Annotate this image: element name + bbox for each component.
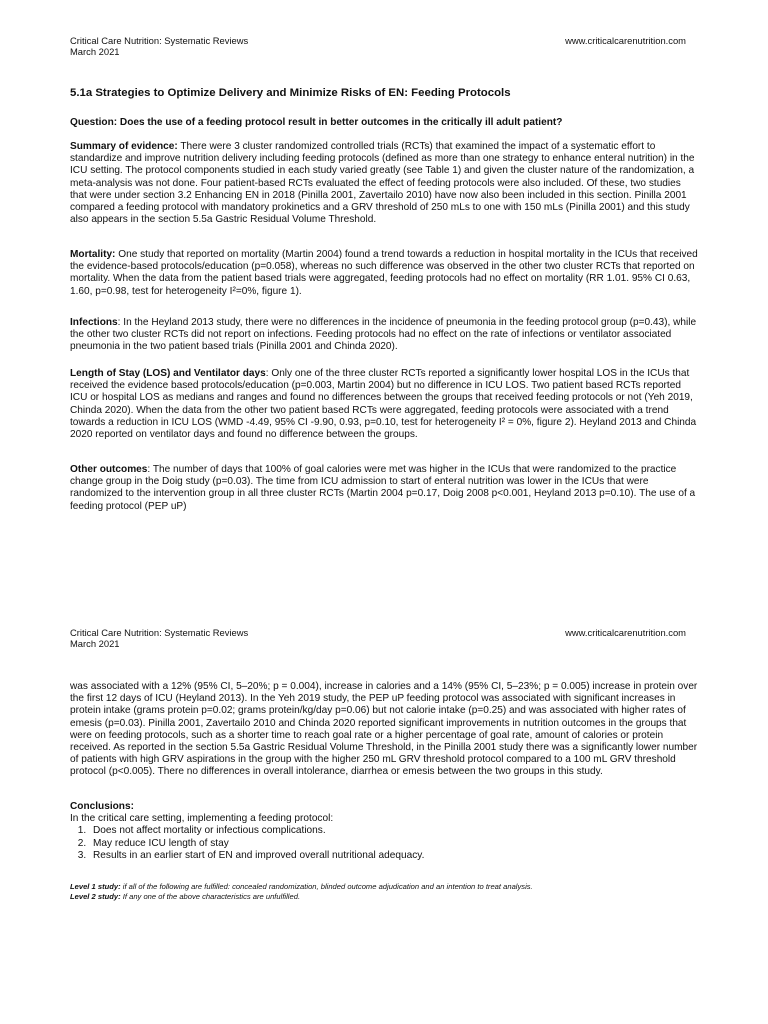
infections-lead: Infections [70, 317, 118, 328]
conclusions-heading: Conclusions: [70, 801, 134, 812]
mortality-lead: Mortality: [70, 249, 116, 260]
los-paragraph [70, 368, 698, 441]
other-outcomes-text: : The number of days that 100% of goal calories were met was higher in the ICUs that were randomized to the practice change group in the Doig study (p=0.03). The time from ICU admission to start of enteral nutrition was lower in the ICUs that were randomized to the intervention group in all three cluster RCTs (Martin 2004 p=0.17, Doig 2008 p<0.001, Heyland 2013 p=0.10). The use of a feeding protocol (PEP uP) [70, 464, 696, 512]
summary-lead: Summary of evidence: [70, 141, 178, 152]
header-left [70, 627, 248, 649]
conclusion-item: 2. May reduce ICU length of stay [89, 838, 698, 850]
header-publication: Critical Care Nutrition: Systematic Reviews [70, 627, 249, 638]
other-outcomes-lead: Other outcomes [70, 464, 148, 475]
header-website: www.criticalcarenutrition.com [565, 627, 686, 638]
infections-paragraph [70, 317, 698, 354]
level2-definition [70, 892, 698, 902]
infections-text: : In the Heyland 2013 study, there were no differences in the incidence of pneumonia in the feeding protocol group (p=0.43), while the other two cluster RCTs did not report on infections. Feeding protocols had no effect on the rate of infections or ventilator associated pneumonia in the two patient based trials (Pinilla 2001 and Chinda 2020). [70, 317, 697, 353]
header-date: March 2021 [70, 46, 120, 57]
mortality-paragraph [70, 249, 698, 298]
summary-paragraph [70, 141, 698, 226]
level1-label: Level 1 study: [70, 882, 121, 891]
level1-definition [70, 882, 698, 892]
header-publication: Critical Care Nutrition: Systematic Reviews [70, 35, 249, 46]
conclusions-list [70, 825, 698, 862]
conclusions-section [70, 801, 698, 862]
los-text: : Only one of the three cluster RCTs reported a significantly lower hospital LOS in the ICUs that received the evidence based protocols/education (p=0.003, Martin 2004) but no difference in ICU LOS. Two patient based RCTs reported ICU or hospital LOS as medians and ranges and found no differences between the groups that received feeding protocols or not (Yeh 2019, Chinda 2020). When the data from the other two patient based RCTs were aggregated, feeding protocols were associated with a trend towards a reduction in ICU LOS (WMD -4.49, 95% CI -9.90, 0.93, p=0.10, test for heterogeneity I² = 0%, figure 2). Heyland 2013 and Chinda 2020 reported on ventilator days and found no difference between the groups. [70, 368, 697, 441]
conclusion-item: 1. Does not affect mortality or infectious complications. [89, 825, 698, 837]
summary-text: There were 3 cluster randomized controlled trials (RCTs) that examined the impact of a systematic effort to standardize and improve nutrition delivery including feeding protocols (defined as more than one strategy to enhance enteral nutrition) in the ICU setting. The protocol components studied in each study varied greatly (see Table 1) and given the cluster nature of the randomization, a meta-analysis was not done. Four patient-based RCTs evaluated the effect of feeding protocols were also included. Of these, two studies that were under section 3.2 Enhancing EN in 2018 (Pinilla 2001, Zavertailo 2010) have now also been included in this section. Pinilla 2001 compared a feeding protocol with mandatory prokinetics and a GRV threshold of 250 mLs to one with 150 mLs (Pinilla 2001) and this study also appears in the section 5.5a Gastric Residual Volume Threshold. [70, 141, 695, 226]
mortality-text: One study that reported on mortality (Martin 2004) found a trend towards a reduction in hospital mortality in the ICUs that received the evidence-based protocols/education (p=0.058), whereas no such difference was observed in the other two cluster RCTs that reported on mortality. When the data from the patient based trials were aggregated, feeding protocols had no effect on mortality (RR 1.01. 95% CI 0.63, 1.60, p=0.98, test for heterogeneity I²=0%, figure 1). [70, 249, 698, 297]
continued-paragraph: was associated with a 12% (95% CI, 5–20%; p = 0.004), increase in calories and a 14% (95% CI, 5–23%; p = 0.005) increase in protein over the first 12 days of ICU (Heyland 2013). In the Yeh 2019 study, the PEP uP feeding protocol was associated with significant increases in protein intake (grams protein p=0.02; grams protein/kg/day p=0.06) but not calorie intake (p=0.25) and was associated with higher rates of emesis (p=0.03). Pinilla 2001, Zavertailo 2010 and Chinda 2020 reported significant improvements in nutrition outcomes in the groups that were on feeding protocols, such as a shorter time to reach goal rate or a higher percentage of goal rate, amount of calories or protein received. As reported in the section 5.5a Gastric Residual Volume Threshold, in the Pinilla 2001 study there was a significantly lower number of patients with high GRV aspirations in the group with the higher 250 mL GRV threshold protocol compared to a 100 mL GRV threshold protocol (p<0.005). There no differences in overall intolerance, diarrhea or emesis between the two groups in this study. [70, 681, 698, 778]
research-question: Question: Does the use of a feeding protocol result in better outcomes in the critically ill adult patient? [70, 117, 563, 128]
level2-text: If any one of the above characteristics are unfulfilled. [120, 891, 301, 901]
conclusion-item: 3. Results in an earlier start of EN and improved overall nutritional adequacy. [89, 850, 698, 862]
level-definitions [70, 882, 698, 901]
header-date: March 2021 [70, 638, 120, 649]
header-left [70, 35, 248, 57]
section-title: 5.1a Strategies to Optimize Delivery and Minimize Risks of EN: Feeding Protocols [70, 87, 511, 99]
level2-label: Level 2 study: [70, 891, 121, 901]
los-lead: Length of Stay (LOS) and Ventilator days [70, 368, 266, 379]
header-website: www.criticalcarenutrition.com [565, 35, 686, 46]
level1-text: if all of the following are fulfilled: concealed randomization, blinded outcome adjudication and an intention to treat analysis. [120, 882, 533, 891]
other-outcomes-paragraph [70, 464, 698, 513]
conclusions-intro: In the critical care setting, implementing a feeding protocol: [70, 813, 334, 825]
